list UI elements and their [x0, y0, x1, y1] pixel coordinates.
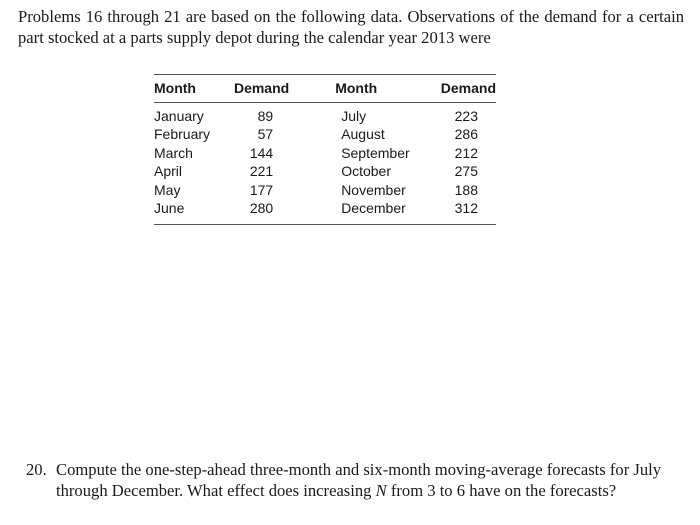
table-row — [154, 199, 496, 225]
month-cell: September — [341, 144, 410, 161]
demand-cell: 223 — [454, 108, 478, 124]
problem-text-start: Compute the one-step-ahead three-month and six-month moving-average forecasts for July through December. What effect does increasing — [56, 460, 662, 500]
month-cell: November — [341, 181, 406, 198]
demand-cell: 177 — [249, 181, 274, 198]
month-cell: June — [154, 199, 226, 225]
month-cell: August — [341, 126, 385, 143]
month-cell: March — [154, 144, 193, 161]
problem-variable: N — [375, 481, 387, 500]
header-month-2: Month — [289, 75, 435, 103]
header-demand-2: Demand — [435, 75, 496, 103]
demand-cell: 89 — [257, 108, 274, 124]
month-cell: October — [341, 163, 391, 180]
table-row — [154, 125, 496, 143]
problem-20 — [26, 459, 662, 501]
month-cell: July — [341, 108, 367, 124]
demand-cell: 280 — [226, 199, 289, 225]
demand-cell: 221 — [249, 163, 274, 180]
header-demand-1: Demand — [226, 75, 289, 103]
month-cell: February — [154, 126, 211, 143]
demand-cell: 212 — [454, 144, 478, 161]
table-row — [154, 181, 496, 199]
month-cell: January — [154, 108, 204, 124]
demand-cell: 312 — [435, 199, 496, 225]
month-cell: May — [154, 181, 181, 198]
table-header-row — [154, 75, 496, 103]
demand-cell: 188 — [454, 181, 478, 198]
table-row — [154, 103, 496, 126]
month-cell: December — [289, 199, 435, 225]
intro-paragraph: Problems 16 through 21 are based on the following data. Observations of the demand for a certain part stocked at a parts supply depot during the calendar year 2013 were — [18, 7, 684, 47]
month-cell: April — [154, 163, 183, 180]
table-row — [154, 144, 496, 162]
header-month-1: Month — [154, 75, 226, 103]
problem-number: 20. — [26, 460, 47, 479]
demand-table — [154, 74, 496, 225]
demand-cell: 144 — [249, 144, 274, 161]
table-row — [154, 162, 496, 180]
demand-cell: 275 — [454, 163, 478, 180]
problem-text-end: from 3 to 6 have on the forecasts? — [386, 481, 617, 500]
demand-cell: 286 — [454, 126, 478, 143]
demand-cell: 57 — [257, 126, 274, 143]
